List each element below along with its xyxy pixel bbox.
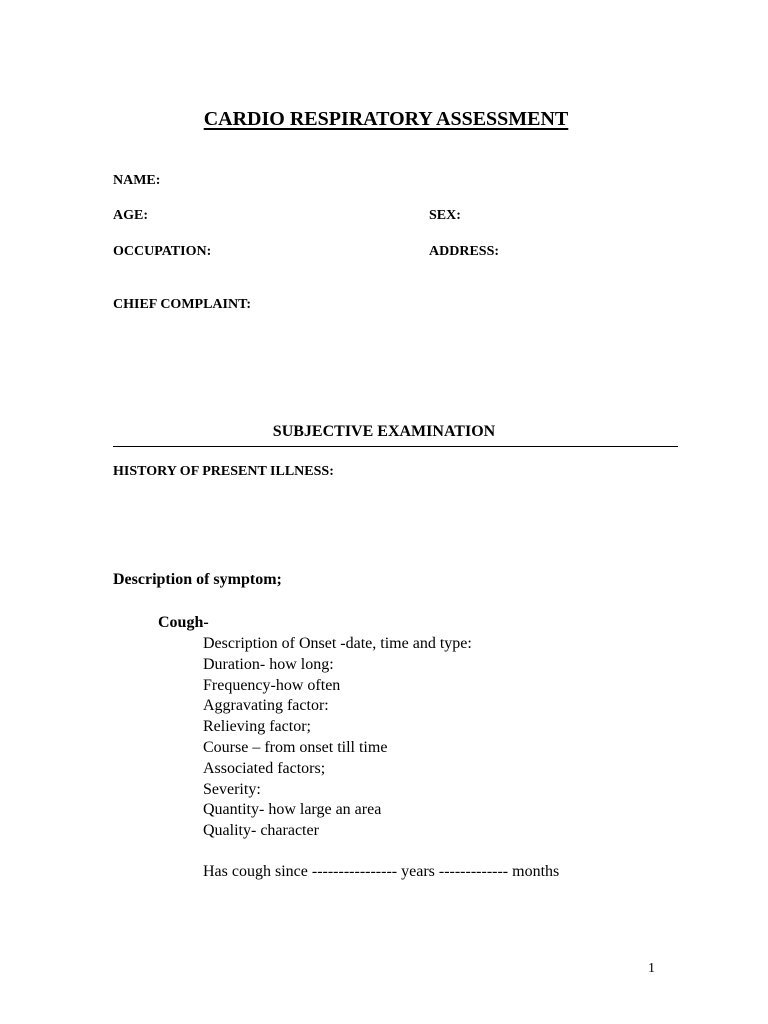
- list-item: Relieving factor;: [203, 718, 311, 736]
- history-of-present-illness-label: HISTORY OF PRESENT ILLNESS:: [113, 464, 334, 479]
- chief-complaint-label: CHIEF COMPLAINT:: [113, 297, 252, 312]
- description-of-symptom-heading: Description of symptom;: [113, 571, 282, 588]
- section-divider: [113, 446, 678, 447]
- sex-field-label: SEX:: [429, 208, 461, 223]
- list-item: Course – from onset till time: [203, 738, 388, 756]
- cough-heading: Cough-: [158, 614, 209, 631]
- list-item: Associated factors;: [203, 759, 326, 777]
- list-item: Quantity- how large an area: [203, 801, 382, 819]
- cough-description-list: [203, 634, 472, 842]
- subjective-examination-heading: SUBJECTIVE EXAMINATION: [272, 423, 496, 440]
- age-field-label: AGE:: [113, 208, 148, 223]
- list-item: Description of Onset -date, time and type:: [203, 635, 472, 652]
- list-item: Duration- how long:: [203, 655, 334, 673]
- list-item: Frequency-how often: [203, 676, 341, 694]
- document-title: CARDIO RESPIRATORY ASSESSMENT: [203, 108, 569, 130]
- list-item: Aggravating factor:: [203, 697, 329, 715]
- address-field-label: ADDRESS:: [429, 244, 500, 259]
- cough-duration-line: Has cough since ---------------- years ------------- months: [203, 863, 560, 880]
- list-item: Quality- character: [203, 822, 319, 840]
- page-number: 1: [648, 961, 655, 976]
- name-field-label: NAME:: [113, 173, 161, 188]
- list-item: Severity:: [203, 780, 261, 798]
- occupation-field-label: OCCUPATION:: [113, 244, 212, 259]
